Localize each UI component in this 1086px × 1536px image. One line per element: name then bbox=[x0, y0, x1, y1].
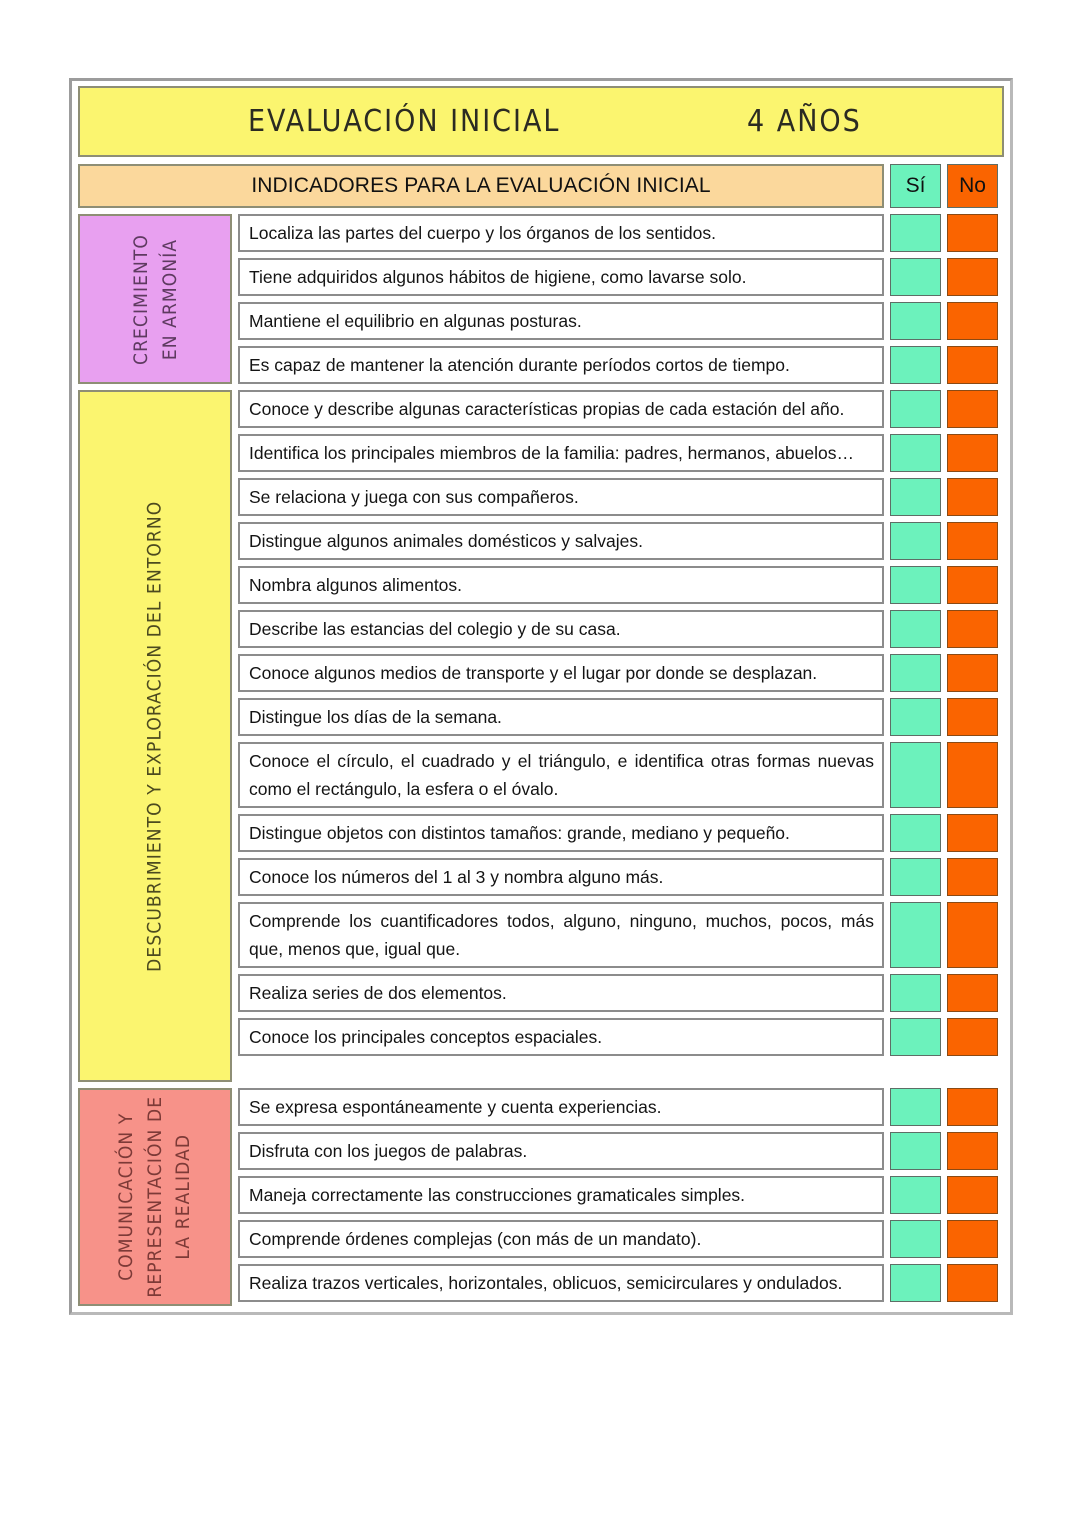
category-label-line2: REPRESENTACIÓN DE bbox=[143, 1096, 166, 1298]
indicator-text-cell bbox=[238, 1264, 884, 1302]
age-label: 4 AÑOS bbox=[747, 103, 862, 139]
indicator-label: Realiza series de dos elementos. bbox=[249, 982, 507, 1003]
category-label-text bbox=[112, 1096, 198, 1298]
category-label-line2: EN ARMONÍA bbox=[157, 238, 180, 360]
yes-checkbox[interactable] bbox=[890, 258, 941, 296]
yes-checkbox[interactable] bbox=[890, 390, 941, 428]
indicator-text-cell bbox=[238, 1176, 884, 1214]
table-row bbox=[238, 302, 1004, 340]
category-label-line1: COMUNICACIÓN Y bbox=[115, 1112, 138, 1282]
table-row bbox=[238, 1088, 1004, 1126]
indicators-column-header bbox=[78, 164, 884, 208]
table-row bbox=[238, 1132, 1004, 1170]
category-label-text bbox=[126, 234, 183, 365]
indicator-text-cell bbox=[238, 522, 884, 560]
indicator-text-cell bbox=[238, 1018, 884, 1056]
indicator-text-cell bbox=[238, 302, 884, 340]
indicator-label: Conoce algunos medios de transporte y el lugar por donde se desplazan. bbox=[249, 662, 818, 683]
indicator-label: Realiza trazos verticales, horizontales, oblicuos, semicirculares y ondulados. bbox=[249, 1272, 843, 1293]
section-crecimiento bbox=[78, 214, 1004, 384]
indicator-text-cell bbox=[238, 434, 884, 472]
no-checkbox[interactable] bbox=[947, 566, 998, 604]
indicator-label: Conoce los principales conceptos espaciales. bbox=[249, 1026, 603, 1047]
no-checkbox[interactable] bbox=[947, 478, 998, 516]
yes-checkbox[interactable] bbox=[890, 434, 941, 472]
indicator-label: Localiza las partes del cuerpo y los órganos de los sentidos. bbox=[249, 222, 716, 243]
yes-checkbox[interactable] bbox=[890, 858, 941, 896]
indicator-text-cell bbox=[238, 1220, 884, 1258]
category-label-crecimiento bbox=[78, 214, 232, 384]
no-checkbox[interactable] bbox=[947, 1264, 998, 1302]
indicator-label: Maneja correctamente las construcciones gramaticales simples. bbox=[249, 1184, 746, 1205]
yes-checkbox[interactable] bbox=[890, 814, 941, 852]
category-column bbox=[78, 390, 232, 1082]
yes-checkbox[interactable] bbox=[890, 566, 941, 604]
indicator-text-cell bbox=[238, 858, 884, 896]
indicator-rows bbox=[238, 214, 1004, 384]
yes-checkbox[interactable] bbox=[890, 974, 941, 1012]
no-checkbox[interactable] bbox=[947, 434, 998, 472]
table-row bbox=[238, 974, 1004, 1012]
no-checkbox[interactable] bbox=[947, 1088, 998, 1126]
section-comunicacion bbox=[78, 1088, 1004, 1306]
no-checkbox[interactable] bbox=[947, 858, 998, 896]
indicator-label: Conoce y describe algunas características propias de cada estación del año. bbox=[249, 398, 845, 419]
indicator-label: Distingue objetos con distintos tamaños: grande, mediano y pequeño. bbox=[249, 822, 790, 843]
table-row bbox=[238, 742, 1004, 808]
no-checkbox[interactable] bbox=[947, 1176, 998, 1214]
yes-checkbox[interactable] bbox=[890, 1088, 941, 1126]
table-row bbox=[238, 1264, 1004, 1302]
indicator-text-cell bbox=[238, 346, 884, 384]
indicator-text-cell bbox=[238, 654, 884, 692]
yes-checkbox[interactable] bbox=[890, 698, 941, 736]
category-label-line1: CRECIMIENTO bbox=[129, 233, 152, 365]
no-checkbox[interactable] bbox=[947, 302, 998, 340]
table-row bbox=[238, 478, 1004, 516]
indicator-label: Conoce los números del 1 al 3 y nombra alguno más. bbox=[249, 866, 664, 887]
yes-checkbox[interactable] bbox=[890, 478, 941, 516]
table-row bbox=[238, 1018, 1004, 1056]
table-row bbox=[238, 1220, 1004, 1258]
no-checkbox[interactable] bbox=[947, 902, 998, 968]
indicator-text-cell bbox=[238, 214, 884, 252]
yes-checkbox[interactable] bbox=[890, 522, 941, 560]
category-column bbox=[78, 1088, 232, 1306]
evaluation-table bbox=[69, 78, 1013, 1315]
indicators-column-header-label: INDICADORES PARA LA EVALUACIÓN INICIAL bbox=[251, 174, 711, 197]
indicator-label: Comprende los cuantificadores todos, alguno, ninguno, muchos, pocos, más que, menos que, igual que. bbox=[249, 910, 874, 959]
indicator-rows bbox=[238, 390, 1004, 1056]
indicator-label: Mantiene el equilibrio en algunas posturas. bbox=[249, 310, 582, 331]
no-checkbox[interactable] bbox=[947, 610, 998, 648]
category-column bbox=[78, 214, 232, 384]
indicator-label: Nombra algunos alimentos. bbox=[249, 574, 463, 595]
no-checkbox[interactable] bbox=[947, 1220, 998, 1258]
indicator-label: Se relaciona y juega con sus compañeros. bbox=[249, 486, 579, 507]
table-row bbox=[238, 258, 1004, 296]
indicator-label: Distingue los días de la semana. bbox=[249, 706, 502, 727]
no-checkbox[interactable] bbox=[947, 214, 998, 252]
yes-checkbox[interactable] bbox=[890, 346, 941, 384]
indicator-text-cell bbox=[238, 390, 884, 428]
no-column-header: No bbox=[947, 164, 998, 208]
table-row bbox=[238, 434, 1004, 472]
section-descubrimiento bbox=[78, 390, 1004, 1082]
indicator-label: Disfruta con los juegos de palabras. bbox=[249, 1140, 528, 1161]
column-header-row bbox=[78, 164, 1004, 208]
indicator-text-cell bbox=[238, 742, 884, 808]
yes-checkbox[interactable] bbox=[890, 214, 941, 252]
yes-checkbox[interactable] bbox=[890, 1018, 941, 1056]
yes-checkbox[interactable] bbox=[890, 654, 941, 692]
indicator-label: Es capaz de mantener la atención durante períodos cortos de tiempo. bbox=[249, 354, 790, 375]
page-title: EVALUACIÓN INICIAL bbox=[248, 103, 561, 139]
indicator-rows bbox=[238, 1088, 1004, 1302]
indicator-text-cell bbox=[238, 478, 884, 516]
no-checkbox[interactable] bbox=[947, 390, 998, 428]
no-checkbox[interactable] bbox=[947, 742, 998, 808]
yes-checkbox[interactable] bbox=[890, 610, 941, 648]
indicator-text-cell bbox=[238, 1132, 884, 1170]
yes-column-header: Sí bbox=[890, 164, 941, 208]
yes-checkbox[interactable] bbox=[890, 1264, 941, 1302]
indicator-label: Identifica los principales miembros de la familia: padres, hermanos, abuelos… bbox=[249, 442, 855, 463]
indicator-label: Conoce el círculo, el cuadrado y el triángulo, e identifica otras formas nuevas como el rectángulo, la esfera o el óvalo. bbox=[249, 750, 874, 799]
table-row bbox=[238, 522, 1004, 560]
no-checkbox[interactable] bbox=[947, 258, 998, 296]
table-row bbox=[238, 610, 1004, 648]
category-label-text: DESCUBRIMIENTO Y EXPLORACIÓN DEL ENTORNO bbox=[143, 500, 166, 972]
table-row bbox=[238, 566, 1004, 604]
yes-checkbox[interactable] bbox=[890, 1220, 941, 1258]
indicator-text-cell bbox=[238, 902, 884, 968]
no-checkbox[interactable] bbox=[947, 974, 998, 1012]
indicator-label: Tiene adquiridos algunos hábitos de higiene, como lavarse solo. bbox=[249, 266, 747, 287]
indicator-label: Describe las estancias del colegio y de su casa. bbox=[249, 618, 621, 639]
table-row bbox=[238, 346, 1004, 384]
indicator-text-cell bbox=[238, 1088, 884, 1126]
indicator-text-cell bbox=[238, 698, 884, 736]
yes-checkbox[interactable] bbox=[890, 902, 941, 968]
no-checkbox[interactable] bbox=[947, 522, 998, 560]
indicator-label: Distingue algunos animales domésticos y salvajes. bbox=[249, 530, 643, 551]
table-row bbox=[238, 214, 1004, 252]
yes-checkbox[interactable] bbox=[890, 1176, 941, 1214]
yes-checkbox[interactable] bbox=[890, 302, 941, 340]
category-label-line3: LA REALIDAD bbox=[172, 1134, 195, 1260]
indicator-label: Comprende órdenes complejas (con más de un mandato). bbox=[249, 1228, 702, 1249]
no-checkbox[interactable] bbox=[947, 654, 998, 692]
no-checkbox[interactable] bbox=[947, 346, 998, 384]
no-checkbox[interactable] bbox=[947, 1132, 998, 1170]
yes-checkbox[interactable] bbox=[890, 1132, 941, 1170]
indicator-text-cell bbox=[238, 566, 884, 604]
title-band bbox=[78, 86, 1004, 157]
no-checkbox[interactable] bbox=[947, 814, 998, 852]
no-checkbox[interactable] bbox=[947, 1018, 998, 1056]
yes-checkbox[interactable] bbox=[890, 742, 941, 808]
indicator-text-cell bbox=[238, 258, 884, 296]
indicator-text-cell bbox=[238, 814, 884, 852]
table-row bbox=[238, 654, 1004, 692]
table-row bbox=[238, 814, 1004, 852]
indicator-text-cell bbox=[238, 974, 884, 1012]
table-row bbox=[238, 858, 1004, 896]
table-row bbox=[238, 1176, 1004, 1214]
table-row bbox=[238, 698, 1004, 736]
table-row bbox=[238, 390, 1004, 428]
indicator-label: Se expresa espontáneamente y cuenta experiencias. bbox=[249, 1096, 662, 1117]
table-row bbox=[238, 902, 1004, 968]
category-label-comunicacion bbox=[78, 1088, 232, 1306]
category-label-descubrimiento bbox=[78, 390, 232, 1082]
indicator-text-cell bbox=[238, 610, 884, 648]
no-checkbox[interactable] bbox=[947, 698, 998, 736]
